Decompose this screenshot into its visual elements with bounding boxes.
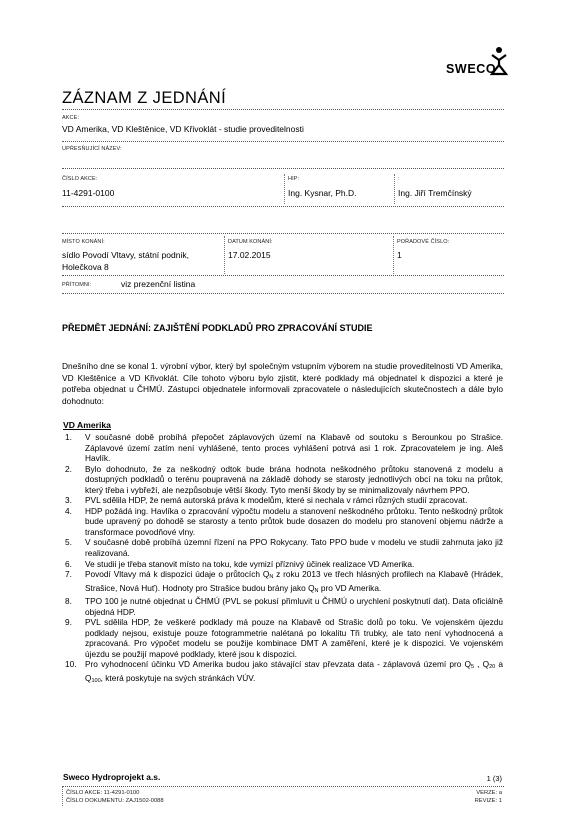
page-title: ZÁZNAM Z JEDNÁNÍ xyxy=(62,89,227,107)
pritomni-label: PŘÍTOMNI: xyxy=(62,282,92,288)
divider xyxy=(62,168,504,169)
footer-left-bar xyxy=(62,786,63,806)
column-divider xyxy=(284,174,285,204)
list-item: 10. Pro vyhodnocení účinku VD Amerika budou jako stávající stav převzata data - záplavová území pro $Q_5$ , $Q_{20}$ a $Q_{100}$, která poskytuje na svých stránkách VÚV. xyxy=(65,659,504,685)
column-divider xyxy=(393,236,394,274)
list-item: 3. PVL sdělila HDP, že nemá autorská práva k modelům, které si nechala v rámci různých studií zpracovat. xyxy=(65,495,468,506)
footer-revize: REVIZE: 1 xyxy=(474,798,502,804)
misto-value-line1: sídlo Povodí Vltavy, státní podnik, xyxy=(62,250,189,260)
akce-value: VD Amerika, VD Kleštěnice, VD Křivoklát - studie proveditelnosti xyxy=(62,124,304,134)
footer-cislo-akce: ČÍSLO AKCE: 11-4291-0100 xyxy=(66,790,140,796)
list-item: 8. TPO 100 je nutné objednat u ČHMÚ (PVL se pokusí přimluvit u ČHMÚ o urychlení poskytnutí dat). Data oficiálně objedná HDP. xyxy=(65,596,503,617)
divider xyxy=(62,293,504,294)
footer-verze: VERZE: a xyxy=(476,790,502,796)
list-item: 4. HDP požádá ing. Havlíka o zpracování výpočtu modelu a stanovení neškodného průtoku. Tento neškodný průtok bude upravený po dohodě se starosty a tento průtok bude dosazen do modelu pro stanovení objemu nádrže a transformace povodňové vlny. xyxy=(65,505,503,537)
third-label: : xyxy=(398,176,400,182)
sweco-person-icon xyxy=(490,46,508,76)
intro-paragraph: Dnešního dne se konal 1. výrobní výbor, který byl společným vstupním výborem na studie proveditelnosti VD Amerika, VD Kleštěnice a VD Křivoklát. Cíle tohoto výboru bylo zjistit, které podklady má objednatel k dispozici a které je potřeba objednat u ČHMÚ. Zástupci objednatele informovali zpracovatele o následujících skutečnostech a dále bylo dohodnuto: xyxy=(62,361,503,406)
poradove-label: POŘADOVÉ ČÍSLO: xyxy=(397,239,450,245)
section-heading: VD Amerika xyxy=(63,420,111,430)
column-divider xyxy=(394,174,395,204)
list-item: 6. Ve studii je třeba stanovit místo na toku, kde vymizí příznivý účinek realizace VD Amerika. xyxy=(65,558,415,569)
divider xyxy=(62,233,504,234)
pritomni-value: viz prezenční listina xyxy=(121,279,196,289)
footer-company: Sweco Hydroprojekt a.s. xyxy=(63,772,161,782)
list-item: 5. V současné době probíhá územní řízení na PPO Rokycany. Tato PPO bude v modelu ve studii zahrnuta jako již realizovaná. xyxy=(65,537,503,559)
akce-label: AKCE: xyxy=(62,115,80,121)
logo-text: SWECO xyxy=(446,62,497,76)
datum-label: DATUM KONÁNÍ: xyxy=(228,239,273,245)
divider xyxy=(62,275,504,276)
meeting-subject: PŘEDMĚT JEDNÁNÍ: ZAJIŠTĚNÍ PODKLADŮ PRO ZPRACOVÁNÍ STUDIE xyxy=(62,323,373,333)
third-value: Ing. Jiří Tremčínský xyxy=(398,188,472,198)
divider xyxy=(62,141,504,142)
cislo-akce-value: 11-4291-0100 xyxy=(62,188,115,198)
poradove-value: 1 xyxy=(397,250,402,260)
list-item: 9. PVL sdělila HDP, že veškeré podklady má pouze na Klabavě od Strašic dolů po toku. Ve vojenském újezdu podklady nejsou, existuje pouze fotogrammetrie nalétaná po lokalitu Tři trubky, ale tato není vyhodnocená a zpracovaná. Pro výpočet modelu se použije kombinace DMT A zaměření, které je k dispozici. Ve vojenském újezdu se použijí mapové podklady, které jsou k dispozici. xyxy=(65,617,503,659)
list-item: 1. V současné době probíhá přepočet záplavových území na Klabavě od soutoku s Berounkou po Strašice. Záplavové území zatím není vyhlášené, tento proces vyhlášení potrvá asi 1 rok. Zpracovatelem je ing. Aleš Havlík. xyxy=(65,432,503,464)
cislo-akce-label: ČÍSLO AKCE: xyxy=(62,176,98,182)
divider xyxy=(62,206,504,207)
list-item: 7. Povodí Vltavy má k dispozici údaje o průtocích $Q_N$ z roku 2013 ve třech hlásných profilech na Klabavě (Hrádek, Strašice, Nová Huť). Hodnoty pro Strašice budou brány jako $Q_N$ pro VD Amerika. xyxy=(65,569,503,594)
datum-value: 17.02.2015 xyxy=(228,250,271,260)
upresnujici-label: UPŘESŇUJÍCÍ NÁZEV: xyxy=(62,146,122,152)
misto-value-line2: Holečkova 8 xyxy=(62,262,109,272)
item-list xyxy=(65,432,503,687)
list-item: 2. Bylo dohodnuto, že za neškodný odtok bude brána hodnota neškodného průtoku stanovená z modelu a dostupných podkladů o terénu poupravená na základě dohody se starosty jednotlivých obcí na toku na průtok, který třeba i vybřeží, ale nezpůsobuje větší škody. Tyto menší škody by se minimalizovaly návrhem PPO. xyxy=(65,463,503,495)
title-underline xyxy=(62,109,504,110)
sweco-logo xyxy=(446,44,506,80)
hip-value: Ing. Kysnar, Ph.D. xyxy=(288,188,357,198)
footer-cislo-dokumentu: ČÍSLO DOKUMENTU: ZAJ1502-0088 xyxy=(66,798,164,804)
column-divider xyxy=(224,236,225,274)
misto-label: MÍSTO KONÁNÍ: xyxy=(62,239,105,245)
hip-label: HIP: xyxy=(288,176,300,182)
footer-divider xyxy=(62,786,504,787)
page-number: 1 (3) xyxy=(486,774,502,783)
